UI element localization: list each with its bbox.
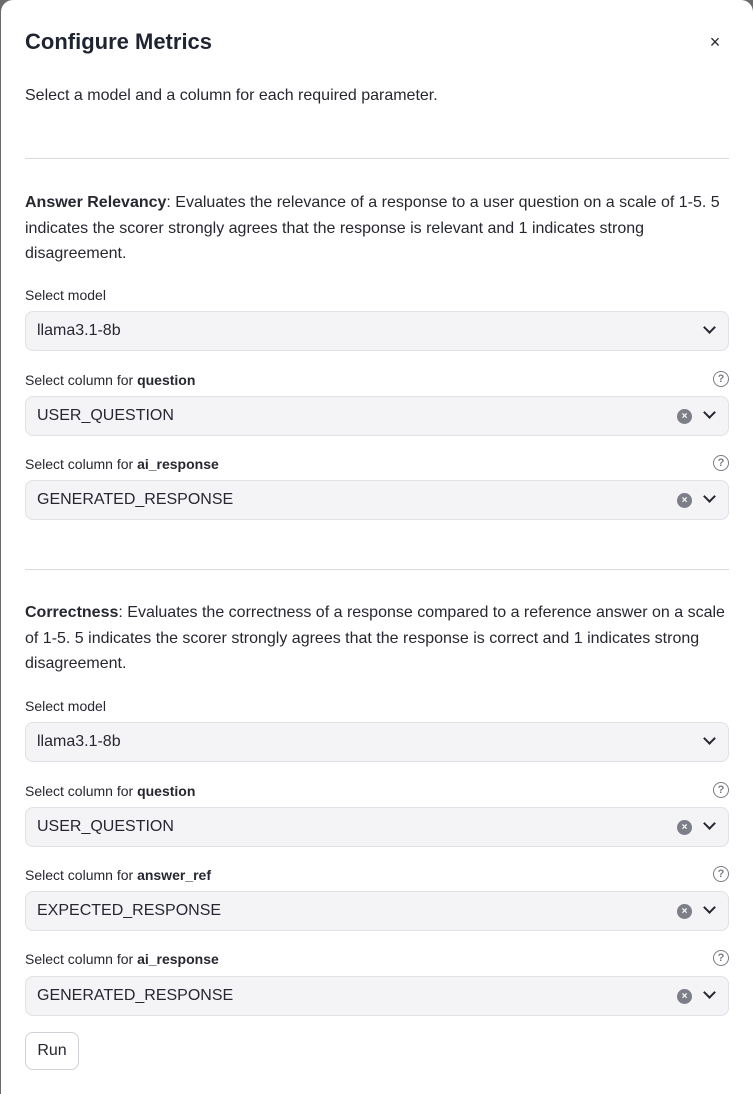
select-value: USER_QUESTION — [37, 407, 174, 424]
select-value: llama3.1-8b — [37, 733, 121, 750]
select-value: EXPECTED_RESPONSE — [37, 902, 222, 919]
help-icon[interactable]: ? — [713, 950, 729, 966]
metric-name: Correctness — [25, 604, 119, 621]
chevron-down-icon[interactable] — [703, 490, 716, 503]
help-icon[interactable]: ? — [713, 455, 729, 471]
select-value: USER_QUESTION — [37, 818, 174, 835]
metric-description-text: : Evaluates the correctness of a response compared to a reference answer on a scale of 1-5. 5 indicates the scorer strongly agrees that the response is correct and 1 indicates strong disagreement. — [25, 604, 725, 673]
model-label: Select model — [25, 287, 106, 303]
configure-metrics-dialog — [1, 0, 753, 1094]
column-label: Select column for question ? — [25, 372, 729, 388]
run-button[interactable]: Run — [25, 1032, 79, 1070]
help-icon[interactable]: ? — [713, 371, 729, 387]
chevron-down-icon[interactable] — [703, 817, 716, 830]
dialog-subtitle: Select a model and a column for each required parameter. — [25, 87, 438, 104]
metric-name: Answer Relevancy — [25, 194, 167, 211]
close-icon[interactable]: × — [709, 32, 721, 52]
column-select-answer-ref[interactable] — [25, 891, 729, 931]
column-select-ai-response[interactable] — [25, 480, 729, 520]
column-label: Select column for answer_ref ? — [25, 867, 729, 883]
help-icon[interactable]: ? — [713, 782, 729, 798]
chevron-down-icon[interactable] — [703, 732, 716, 745]
clear-icon[interactable]: × — [677, 493, 692, 508]
clear-icon[interactable]: × — [677, 820, 692, 835]
column-label: Select column for ai_response ? — [25, 456, 729, 472]
model-select[interactable] — [25, 311, 729, 351]
chevron-down-icon[interactable] — [703, 406, 716, 419]
column-select-question[interactable] — [25, 807, 729, 847]
column-label: Select column for ai_response ? — [25, 951, 729, 967]
chevron-down-icon[interactable] — [703, 321, 716, 334]
select-value: llama3.1-8b — [37, 322, 121, 339]
metric-description — [25, 600, 729, 677]
clear-icon[interactable]: × — [677, 989, 692, 1004]
select-value: GENERATED_RESPONSE — [37, 987, 234, 1004]
clear-icon[interactable]: × — [677, 409, 692, 424]
model-label: Select model — [25, 698, 106, 714]
metric-description-text: : Evaluates the relevance of a response to a user question on a scale of 1-5. 5 indicates the scorer strongly agrees that the response is relevant and 1 indicates strong disagreement. — [25, 194, 720, 263]
chevron-down-icon[interactable] — [703, 901, 716, 914]
column-select-ai-response[interactable] — [25, 976, 729, 1016]
divider — [25, 569, 729, 570]
column-select-question[interactable] — [25, 396, 729, 436]
chevron-down-icon[interactable] — [703, 986, 716, 999]
clear-icon[interactable]: × — [677, 904, 692, 919]
column-label: Select column for question ? — [25, 783, 729, 799]
select-value: GENERATED_RESPONSE — [37, 491, 234, 508]
model-select[interactable] — [25, 722, 729, 762]
dialog-title: Configure Metrics — [25, 29, 213, 54]
metric-description — [25, 190, 729, 267]
divider — [25, 158, 729, 159]
help-icon[interactable]: ? — [713, 866, 729, 882]
